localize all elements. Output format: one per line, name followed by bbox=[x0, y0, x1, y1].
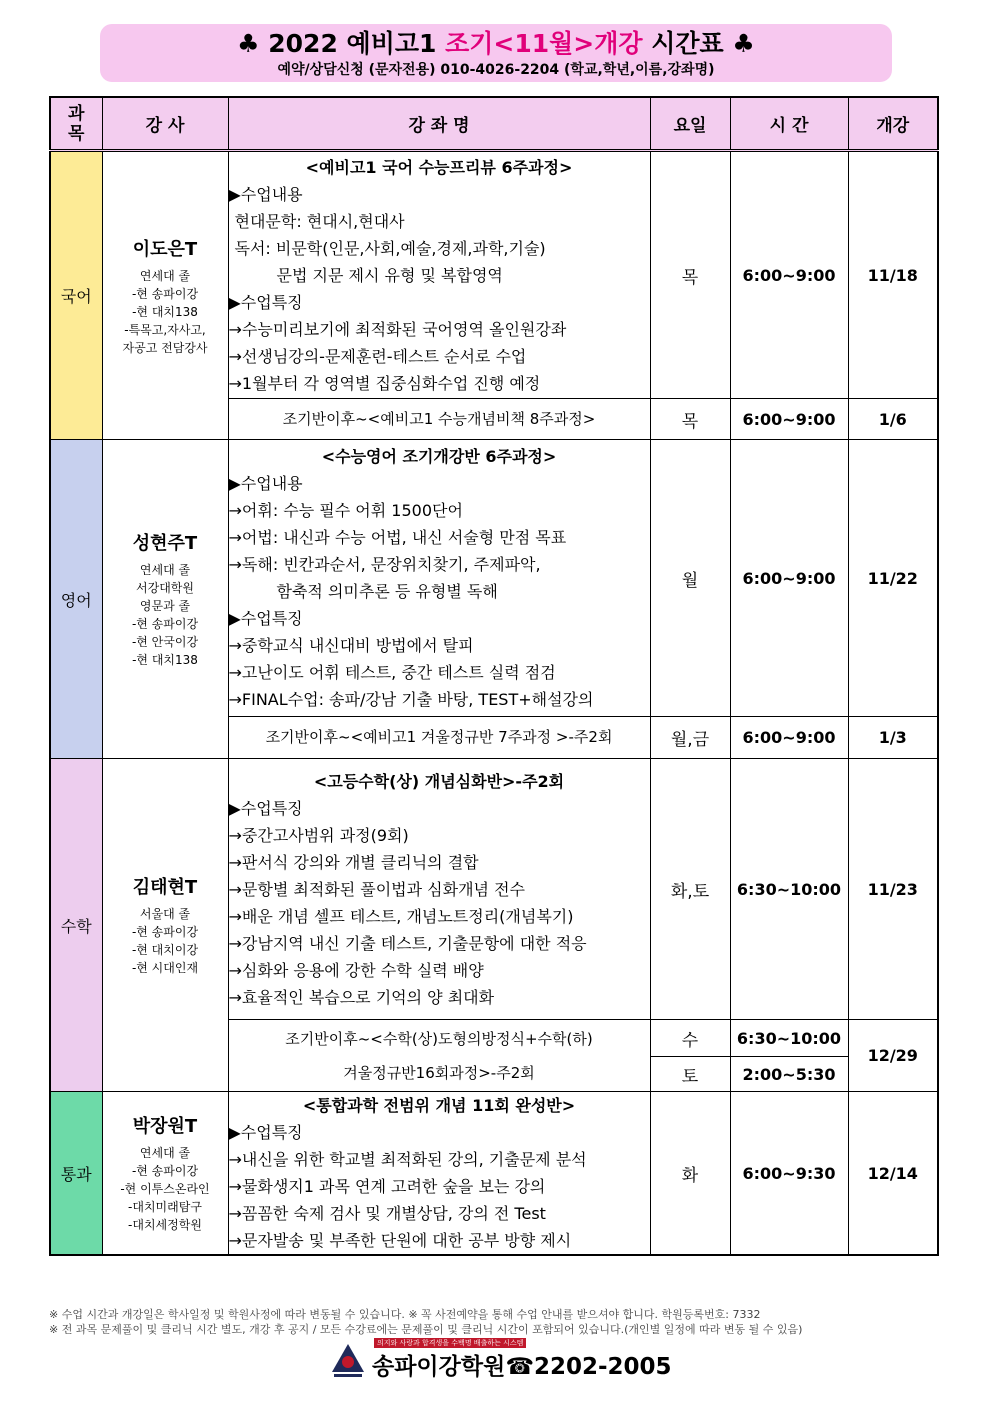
header-subject: 과 목 bbox=[50, 97, 102, 151]
title-suffix: 시간표 ♣ bbox=[642, 29, 755, 58]
start-cell: 11/18 bbox=[848, 151, 938, 399]
footer-note-1: ※ 수업 시간과 개강일은 학사일정 및 학원사정에 따라 변동될 수 있습니다. ※ 꼭 사전예약을 통해 수업 안내를 받으셔야 합니다. 학원등록번호: 7332 bbox=[49, 1308, 761, 1321]
contact-subtitle: 예약/상담신청 (문자전용) 010-4026-2204 (학교,학년,이름,강좌명) bbox=[277, 62, 715, 78]
row-science bbox=[50, 1092, 938, 1256]
subject-math: 수학 bbox=[50, 759, 102, 1092]
teacher-math: 김태현T 서울대 졸 -현 송파이강 -현 대치이강 -현 시대인재 bbox=[102, 759, 228, 1092]
time-cell: 6:00~9:00 bbox=[730, 717, 848, 759]
title-banner bbox=[100, 24, 892, 82]
row-math bbox=[50, 759, 938, 1020]
start-cell: 12/14 bbox=[848, 1092, 938, 1256]
day-cell: 목 bbox=[650, 399, 730, 440]
day-cell: 목 bbox=[650, 151, 730, 399]
time-cell: 6:00~9:00 bbox=[730, 399, 848, 440]
row-english bbox=[50, 440, 938, 717]
schedule-table bbox=[49, 96, 939, 1256]
after-course: 조기반이후~<수학(상)도형의방정식+수학(하) 겨울정규반16회과정>-주2회 bbox=[228, 1020, 650, 1092]
footer-notes bbox=[49, 1307, 949, 1337]
header-row bbox=[50, 97, 938, 151]
page-title bbox=[100, 28, 892, 60]
header-teacher: 강 사 bbox=[102, 97, 228, 151]
time-cell: 6:00~9:30 bbox=[730, 1092, 848, 1256]
teacher-name: 성현주T bbox=[132, 533, 198, 554]
course-title: <고등수학(상) 개념심화반>-주2회 bbox=[313, 771, 565, 791]
title-accent: 조기<11월>개강 bbox=[445, 29, 643, 58]
time-cell: 6:30~10:00 bbox=[730, 1020, 848, 1057]
course-math: <고등수학(상) 개념심화반>-주2회 ▶수업특징 →중간고사범위 과정(9회) →판서식 강의와 개별 클리닉의 결합 →문항별 최적화된 풀이법과 심화개념 전수 →배운 개념 셀프 테스트, 개념노트정리(개념복기) →강남지역 내신 기출 테스트, 기출문항에 대한 적응 →심화와 응용에 강한 수학 실력 배양 →효율적인 복습으로 기억의 양 최대화 bbox=[228, 759, 650, 1020]
title-prefix: ♣ 2022 예비고1 bbox=[237, 29, 446, 58]
footer-note-2: ※ 전 과목 문제풀이 및 클리닉 시간 별도, 개강 후 공지 / 모든 수강료에는 문제풀이 및 클리닉 시간이 포함되어 있습니다.(개인별 일정에 따라 변동 될 수 있음) bbox=[49, 1323, 803, 1336]
header-course: 강 좌 명 bbox=[228, 97, 650, 151]
course-title: <예비고1 국어 수능프리뷰 6주과정> bbox=[305, 157, 573, 177]
header-day: 요일 bbox=[650, 97, 730, 151]
after-course: 조기반이후~<예비고1 겨울정규반 7주과정 >-주2회 bbox=[228, 717, 650, 759]
academy-logo-icon bbox=[330, 1342, 366, 1380]
time-cell: 2:00~5:30 bbox=[730, 1057, 848, 1092]
subject-korean: 국어 bbox=[50, 151, 102, 440]
time-cell: 6:00~9:00 bbox=[730, 440, 848, 717]
start-cell: 1/6 bbox=[848, 399, 938, 440]
teacher-name: 박장원T bbox=[132, 1116, 198, 1137]
academy-logo bbox=[330, 1338, 670, 1384]
after-course: 조기반이후~<예비고1 수능개념비책 8주과정> bbox=[228, 399, 650, 440]
teacher-name: 김태현T bbox=[132, 877, 198, 898]
day-cell: 수 bbox=[650, 1020, 730, 1057]
start-cell: 1/3 bbox=[848, 717, 938, 759]
teacher-science: 박장원T 연세대 졸 -현 송파이강 -현 이투스온라인 -대치미래탐구 -대치세정학원 bbox=[102, 1092, 228, 1256]
start-cell: 11/22 bbox=[848, 440, 938, 717]
header-start: 개강 bbox=[848, 97, 938, 151]
teacher-english: 성현주T 연세대 졸 서강대학원 영문과 졸 -현 송파이강 -현 안국이강 -현 대치138 bbox=[102, 440, 228, 759]
day-cell: 화,토 bbox=[650, 759, 730, 1020]
row-korean bbox=[50, 151, 938, 399]
header-time: 시 간 bbox=[730, 97, 848, 151]
day-cell: 월 bbox=[650, 440, 730, 717]
course-korean: <예비고1 국어 수능프리뷰 6주과정> ▶수업내용 현대문학: 현대시,현대사 독서: 비문학(인문,사회,예술,경제,과학,기술) 문법 지문 제시 유형 및 복합영역 ▶수업특징 →수능미리보기에 최적화된 국어영역 올인원강좌 →선생님강의-문제훈련-테스트 순서로 수업 →1월부터 각 영역별 집중심화수업 진행 예정 bbox=[228, 151, 650, 399]
subject-science: 통과 bbox=[50, 1092, 102, 1256]
academy-name: 송파이강학원 bbox=[372, 1354, 506, 1380]
subject-english: 영어 bbox=[50, 440, 102, 759]
course-english: <수능영어 조기개강반 6주과정> ▶수업내용 →어휘: 수능 필수 어휘 1500단어 →어법: 내신과 수능 어법, 내신 서술형 만점 목표 →독해: 빈칸과순서, 문장위치찾기, 주제파악, 함축적 의미추론 등 유형별 독해 ▶수업특징 →중학교식 내신대비 방법에서 탈피 →고난이도 어휘 테스트, 중간 테스트 실력 점검 →FINAL수업: 송파/강남 기출 바탕, TEST+해설강의 bbox=[228, 440, 650, 717]
day-cell: 월,금 bbox=[650, 717, 730, 759]
day-cell: 화 bbox=[650, 1092, 730, 1256]
time-cell: 6:00~9:00 bbox=[730, 151, 848, 399]
start-cell: 12/29 bbox=[848, 1020, 938, 1092]
teacher-name: 이도은T bbox=[132, 238, 198, 260]
time-cell: 6:30~10:00 bbox=[730, 759, 848, 1020]
academy-phone: ☎2202-2005 bbox=[505, 1354, 672, 1380]
day-cell: 토 bbox=[650, 1057, 730, 1092]
course-title: <통합과학 전범위 개념 11회 완성반> bbox=[302, 1096, 576, 1115]
teacher-korean: 이도은T 연세대 졸 -현 송파이강 -현 대치138 -특목고,자사고, 자공고 전담강사 bbox=[102, 151, 228, 440]
course-science: <통합과학 전범위 개념 11회 완성반> ▶수업특징 →내신을 위한 학교별 최적화된 강의, 기출문제 분석 →물화생지1 과목 연계 고려한 숲을 보는 강의 →꼼꼼한 숙제 검사 및 개별상담, 강의 전 Test →문자발송 및 부족한 단원에 대한 공부 방향 제시 bbox=[228, 1092, 650, 1256]
logo-tagline: 의지와 사랑과 합격생을 수백명 배출하는 시스템 bbox=[374, 1338, 526, 1348]
course-title: <수능영어 조기개강반 6주과정> bbox=[321, 447, 557, 466]
logo-text bbox=[372, 1348, 672, 1381]
start-cell: 11/23 bbox=[848, 759, 938, 1020]
